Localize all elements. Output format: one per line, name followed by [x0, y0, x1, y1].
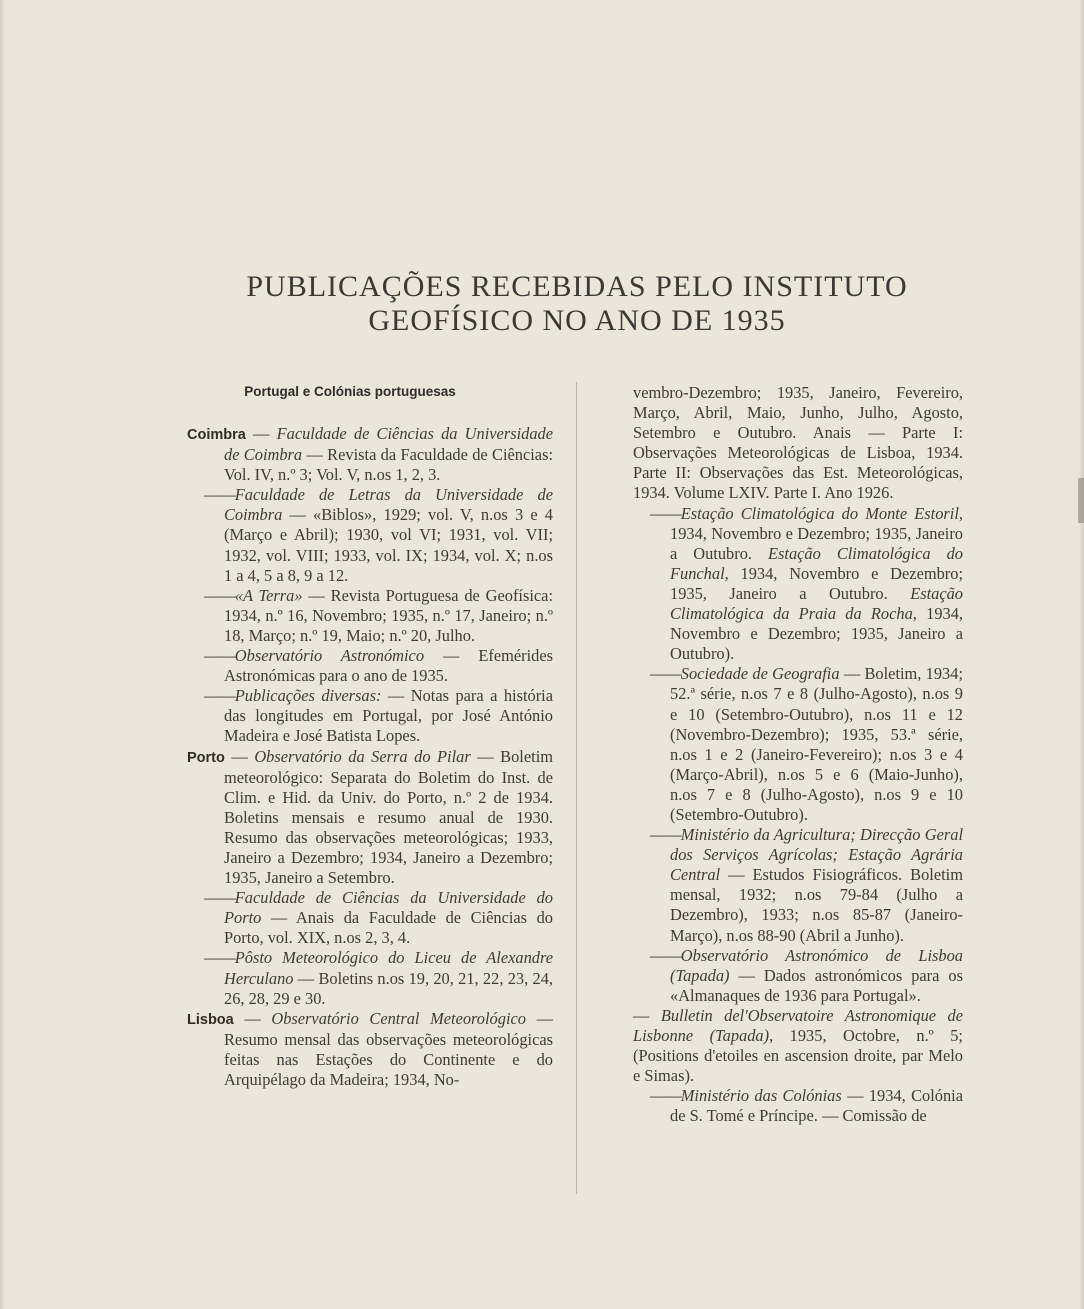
entry-lisboa: Lisboa — Observatório Central Meteorológico — Resumo mensal das observações meteorológicas feitas nas Estações do Continente e do Arquipélago da Madeira; 1934, No-: [187, 1008, 553, 1089]
section-heading: Portugal e Colónias portuguesas: [244, 384, 456, 399]
entry-sociedade-geografia: [633, 664, 963, 825]
place-name: Lisboa: [187, 1011, 234, 1028]
ditto-dash: ——: [204, 646, 235, 666]
institution-name: Faculdade de Ciências da Universidade de Coimbra: [224, 424, 553, 465]
page-title-line-2: GEOFÍSICO NO ANO DE 1935: [368, 304, 786, 337]
entry-text: — Revista Portuguesa de Geofísica: 1934, n.º 16, Novembro; 1935, n.º 17, Janeiro; n.º 18, Março; n.º 19, Maio; n.º 20, Julho.: [224, 585, 553, 645]
entry-porto-faculdade: [187, 888, 553, 948]
entry-observatorio-tapada: [633, 946, 963, 1006]
page-title-line-1: PUBLICAÇÕES RECEBIDAS PELO INSTITUTO: [246, 270, 908, 303]
ditto-dash: ——: [650, 945, 681, 965]
entry-text: — Dados astronómicos para os «Almanaques de 1936 para Portugal».: [670, 965, 963, 1005]
institution-name: Sociedade de Geografia: [680, 664, 840, 684]
entry-text: — Efemérides Astronómicas para o ano de 1935.: [224, 646, 553, 686]
ditto-dash: ——: [204, 888, 235, 908]
entry-text: — Estudos Fisiográficos. Boletim mensal, 1932; n.os 79-84 (Julho a Dezembro), 1933; n.os 85-87 (Janeiro-Março), n.os 88-90 (Abril a Junho).: [670, 865, 963, 945]
place-name: Porto: [187, 749, 225, 766]
ditto-dash: ——: [204, 485, 235, 505]
lead-dash: —: [633, 1005, 661, 1025]
entry-estacoes-climatologicas: [633, 504, 963, 665]
entry-coimbra-terra: [187, 586, 553, 646]
institution-name: Ministério da Agricultura; Direcção Geral dos Serviços Agrícolas; Estação Agrária Central: [670, 825, 963, 885]
entry-text: , 1934, Novembro e Dezembro; 1935, Janeiro a Outubro.: [670, 563, 963, 603]
entry-ministerio-agricultura: [633, 825, 963, 946]
page-edge-left: [0, 0, 5, 1309]
institution-name: Estação Climatológica do Monte Estoril: [680, 503, 959, 523]
institution-name: «A Terra»: [234, 585, 303, 605]
ditto-dash: ——: [204, 585, 235, 605]
entry-porto: Porto — Observatório da Serra do Pilar — Boletim meteorológico: Separata do Boletim do Inst. de Clim. e Hid. da Univ. do Porto, n.º 2 de 1934. Boletins mensais e resumo anual de 1930. Resumo das observações meteorológicas; 1933, Janeiro a Dezembro; 1934, Janeiro a Dezembro; 1935, Janeiro a Setembro.: [187, 746, 553, 888]
right-column: [633, 383, 963, 1126]
entry-text: — Resumo mensal das observações meteorológicas feitas nas Estações do Continente e do Arquipélago da Madeira; 1934, No-: [224, 1008, 553, 1089]
ditto-dash: ——: [650, 503, 681, 523]
entry-text: , 1934, Novembro e Dezembro; 1935, Janeiro a Outubro.: [670, 503, 963, 563]
institution-name: Estação Climatológica do Funchal: [670, 543, 964, 583]
ditto-dash: ——: [650, 825, 681, 845]
entry-bulletin: [633, 1006, 963, 1086]
institution-name: Observatório Astronómico: [234, 646, 425, 666]
institution-name: Observatório Astronómico de Lisboa (Tapada): [670, 945, 963, 985]
binding-mark: [1078, 478, 1084, 523]
entry-lisboa-continued: vembro-Dezembro; 1935, Janeiro, Fevereiro, Março, Abril, Maio, Junho, Julho, Agosto, Setembro e Outubro. Anais — Parte I: Observações Meteorológicas de Lisboa, 1934. Parte II: Observações das Est. Meteorológicas, 1934. Volume LXIV. Parte I. Ano 1926.: [633, 383, 963, 503]
institution-name: Publicações diversas:: [234, 686, 382, 706]
ditto-dash: ——: [204, 948, 235, 968]
entry-text: — Revista da Faculdade de Ciências: Vol. IV, n.º 3; Vol. V, n.os 1, 2, 3.: [224, 445, 553, 485]
entry-coimbra-letras: [187, 485, 553, 585]
entry-text: , 1935, Octobre, n.º 5; (Positions d'etoiles en ascension droite, par Melo e Simas).: [633, 1026, 963, 1086]
entry-text: — Anais da Faculdade de Ciências do Porto, vol. XIX, n.os 2, 3, 4.: [224, 908, 553, 948]
institution-name: Faculdade de Ciências da Universidade do Porto: [224, 888, 553, 928]
page-title: [120, 270, 1034, 338]
entry-text: — Boletins n.os 19, 20, 21, 22, 23, 24, 26, 28, 29 e 30.: [224, 968, 553, 1008]
entry-porto-posto: [187, 948, 553, 1008]
institution-name: Estação Climatológica da Praia da Rocha: [670, 583, 963, 624]
entry-text: — Notas para a história das longitudes em Portugal, por José António Madeira e José Batista Lopes.: [224, 686, 553, 746]
entry-coimbra: Coimbra — Faculdade de Ciências da Universidade de Coimbra — Revista da Faculdade de Ciências: Vol. IV, n.º 3; Vol. V, n.os 1, 2, 3.: [187, 424, 553, 485]
left-column: [187, 383, 553, 1090]
entry-ministerio-colonias: [633, 1086, 963, 1126]
institution-name: Pôsto Meteorológico do Liceu de Alexandre Herculano: [224, 948, 553, 988]
entry-text: — 1934, Colónia de S. Tomé e Príncipe. — Comissão de: [670, 1086, 963, 1126]
institution-name: Bulletin del'Observatoire Astronomique de Lisbonne (Tapada): [633, 1005, 963, 1045]
ditto-dash: ——: [204, 686, 235, 706]
institution-name: Observatório Central Meteorológico: [271, 1008, 526, 1028]
institution-name: Faculdade de Letras da Universidade de Coimbra: [224, 485, 553, 525]
entry-coimbra-observatorio: [187, 646, 553, 686]
ditto-dash: ——: [650, 664, 681, 684]
column-divider: [576, 382, 577, 1194]
entry-text: , 1934, Novembro e Dezembro; 1935, Janeiro a Outubro).: [670, 604, 964, 664]
page-edge-right: [1079, 0, 1084, 1309]
institution-name: Observatório da Serra do Pilar: [254, 746, 471, 766]
institution-name: Ministério das Colónias: [680, 1086, 842, 1106]
entry-text: — Boletim, 1934; 52.ª série, n.os 7 e 8 (Julho-Agosto), n.os 9 e 10 (Setembro-Outubro), n.os 11 e 12 (Novembro-Dezembro); 1935, 53.ª série, n.os 1 e 2 (Janeiro-Fevereiro); n.os 3 e 4 (Março-Abril), n.os 5 e 6 (Maio-Junho), n.os 7 e 8 (Julho-Agosto), n.os 9 e 10 (Setembro-Outubro).: [670, 664, 964, 824]
entry-coimbra-publicacoes: [187, 686, 553, 746]
entry-text: — Boletim meteorológico: Separata do Boletim do Inst. de Clim. e Hid. da Univ. do Porto, n.º 2 de 1934. Boletins mensais e resumo anual de 1930. Resumo das observações meteorológicas; 1933, Janeiro a Dezembro; 1934, Janeiro a Dezembro; 1935, Janeiro a Setembro.: [224, 746, 553, 888]
ditto-dash: ——: [650, 1086, 681, 1106]
place-name: Coimbra: [187, 427, 246, 443]
entry-text: — «Biblos», 1929; vol. V, n.os 3 e 4 (Março e Abril); 1930, vol VI; 1931, vol. VII; 1932, vol. VIII; 1933, vol. IX; 1934, vol. X; n.os 1 a 4, 5 a 8, 9 a 12.: [224, 505, 553, 585]
